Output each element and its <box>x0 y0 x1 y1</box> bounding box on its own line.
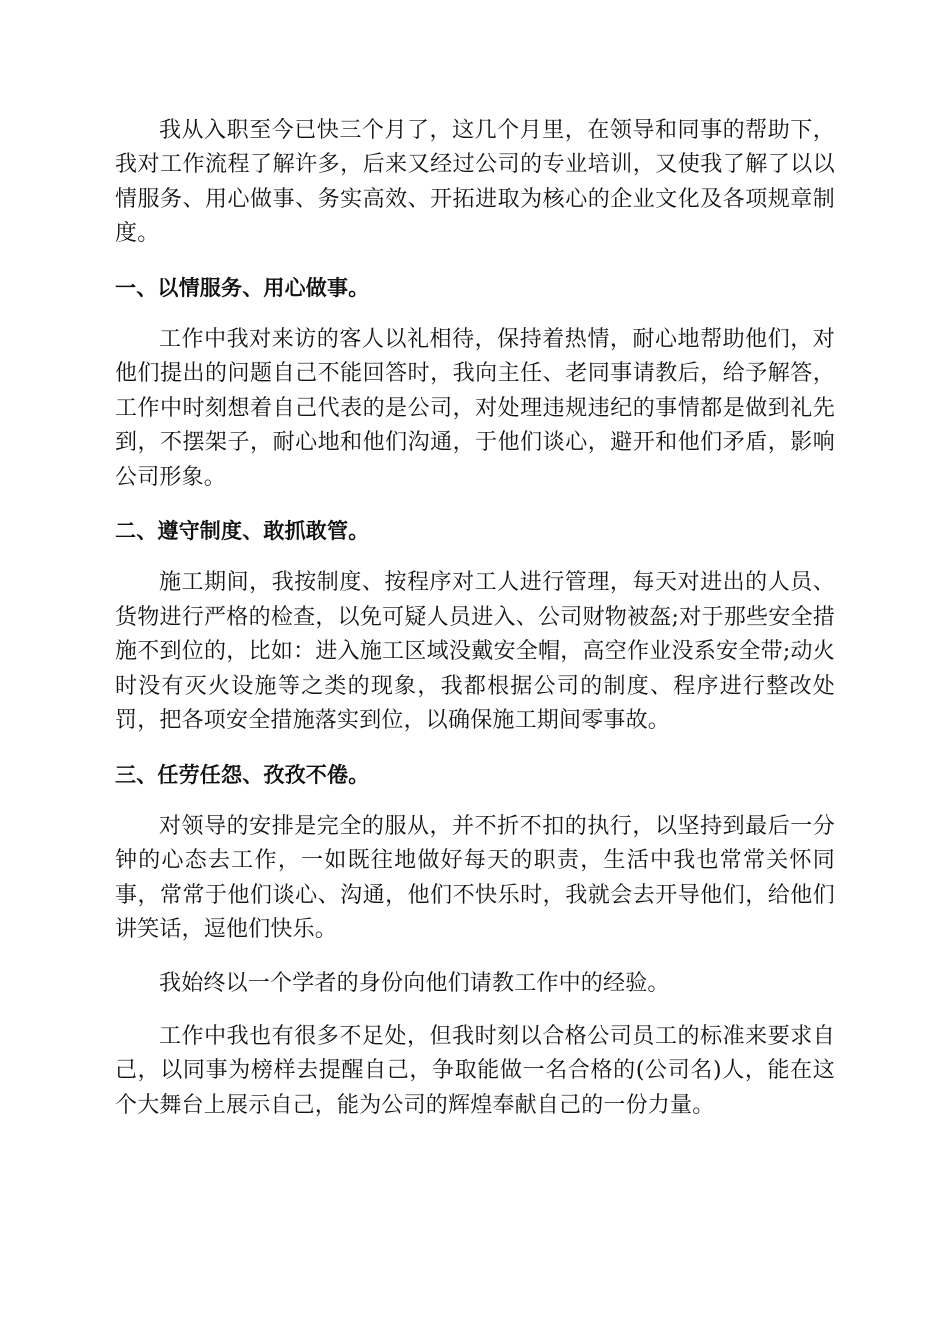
section-1-paragraph: 工作中我对来访的客人以礼相待，保持着热情，耐心地帮助他们，对他们提出的问题自己不能回答时，我向主任、老同事请教后，给予解答，工作中时刻想着自己代表的是公司，对处理违规违纪的事情都是做到礼先到，不摆架子，耐心地和他们沟通，于他们谈心，避开和他们矛盾，影响公司形象。 <box>115 327 835 490</box>
intro-paragraph: 我从入职至今已快三个月了，这几个月里，在领导和同事的帮助下，我对工作流程了解许多，后来又经过公司的专业培训，又使我了解了以以情服务、用心做事、务实高效、开拓进取为核心的企业文化及各项规章制度。 <box>115 118 835 247</box>
closing-paragraph-2: 工作中我也有很多不足处，但我时刻以合格公司员工的标准来要求自己，以同事为榜样去提醒自己，争取能做一名合格的(公司名)人，能在这个大舞台上展示自己，能为公司的辉煌奉献自己的一份力量。 <box>115 1023 835 1118</box>
document-page <box>115 114 835 1142</box>
closing-paragraph-1: 我始终以一个学者的身份向他们请教工作中的经验。 <box>159 970 670 996</box>
section-1-heading: 一、以情服务、用心做事。 <box>115 275 370 300</box>
section-3-heading: 三、任劳任怨、孜孜不倦。 <box>115 762 370 787</box>
section-2-paragraph: 施工期间，我按制度、按程序对工人进行管理，每天对进出的人员、货物进行严格的检查，以免可疑人员进入、公司财物被盔;对于那些安全措施不到位的，比如：进入施工区域没戴安全帽，高空作业没系安全带;动火时没有灭火设施等之类的现象，我都根据公司的制度、程序进行整改处罚，把各项安全措施落实到位，以确保施工期间零事故。 <box>115 570 835 734</box>
section-3-paragraph: 对领导的安排是完全的服从，并不折不扣的执行，以坚持到最后一分钟的心态去工作，一如既往地做好每天的职责，生活中我也常常关怀同事，常常于他们谈心、沟通，他们不快乐时，我就会去开导他们，给他们讲笑话，逗他们快乐。 <box>115 813 835 943</box>
section-2-heading: 二、遵守制度、敢抓敢管。 <box>115 519 370 544</box>
